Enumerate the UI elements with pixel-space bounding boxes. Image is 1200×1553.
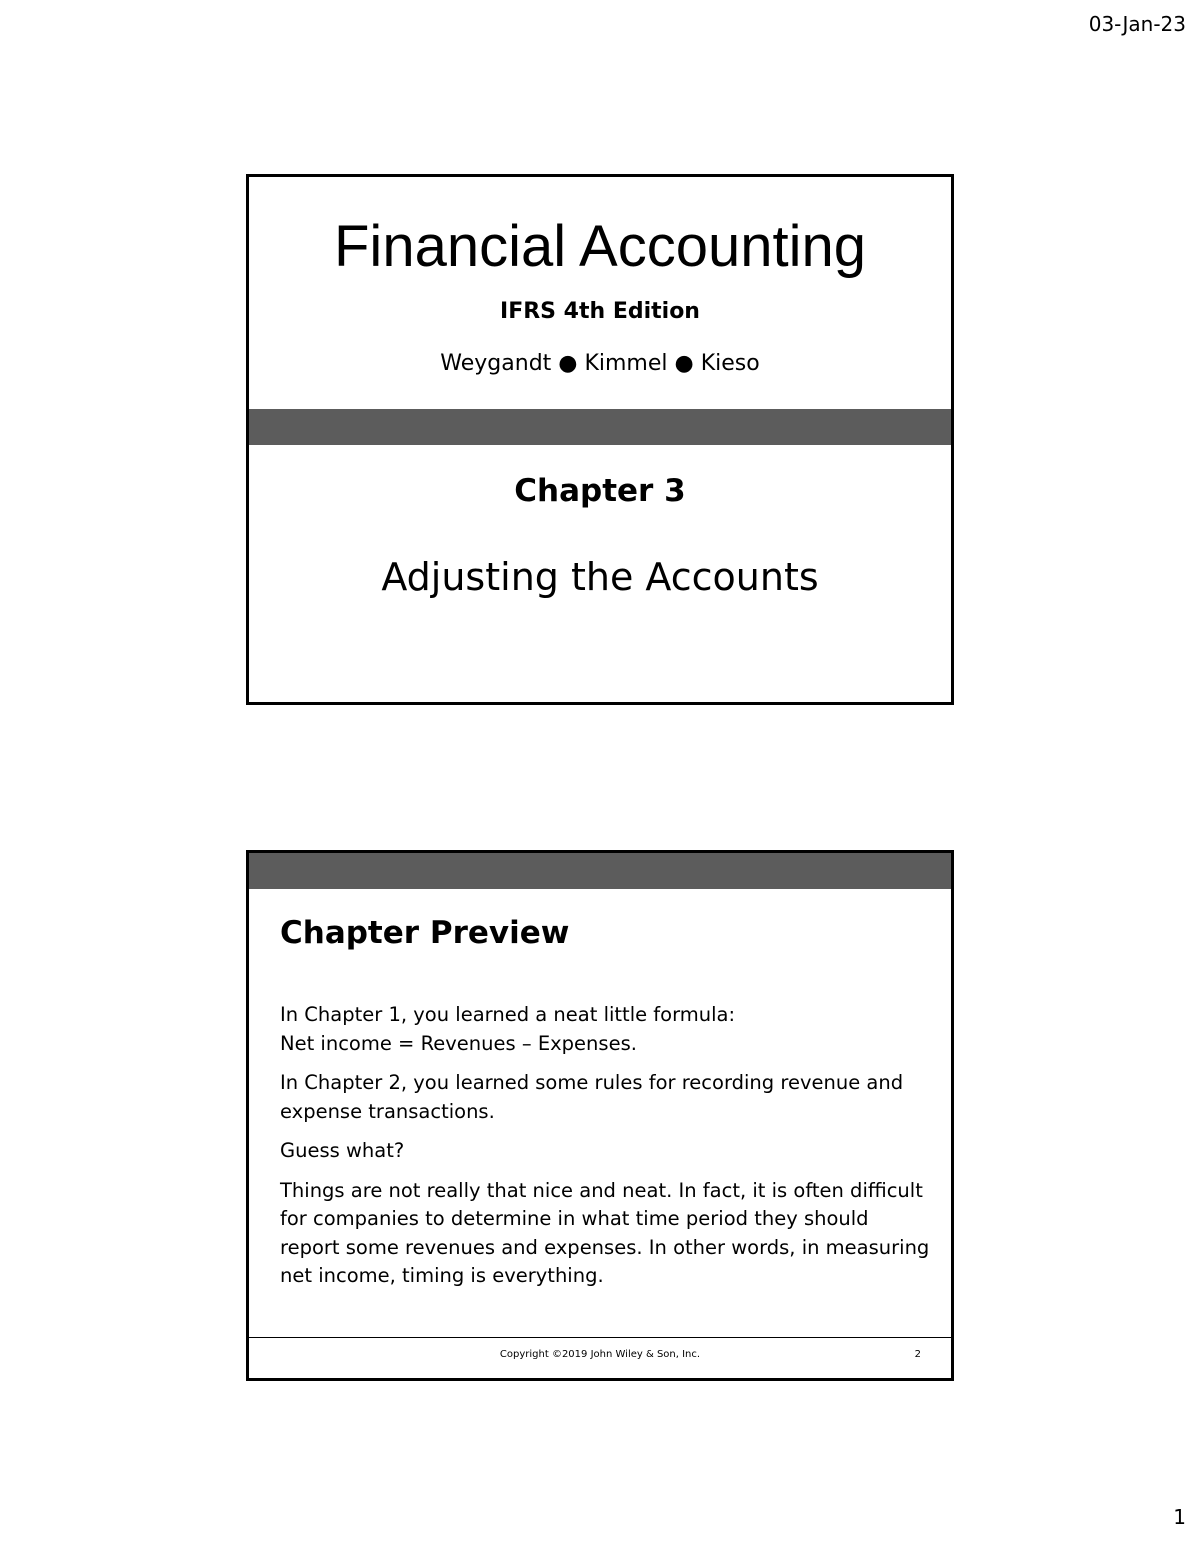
book-title: Financial Accounting	[334, 214, 866, 279]
slide-body	[280, 1001, 930, 1302]
paragraph-1	[280, 1001, 930, 1058]
paragraph-3: Guess what?	[280, 1139, 405, 1162]
page-number: 1	[1173, 1505, 1186, 1529]
slide-header-band	[249, 853, 951, 889]
chapter-number: Chapter 3	[514, 473, 686, 509]
slide-number: 2	[914, 1349, 921, 1360]
edition-label: IFRS 4th Edition	[500, 299, 700, 324]
authors-line: Weygandt ● Kimmel ● Kieso	[440, 351, 760, 376]
slide-heading: Chapter Preview	[280, 915, 570, 951]
preview-slide	[246, 850, 954, 1381]
paragraph-2: In Chapter 2, you learned some rules for recording revenue and expense transactions.	[280, 1071, 904, 1123]
chapter-title: Adjusting the Accounts	[381, 555, 819, 599]
title-slide	[246, 174, 954, 705]
copyright-notice: Copyright ©2019 John Wiley & Son, Inc.	[499, 1349, 701, 1360]
page-date: 03-Jan-23	[1088, 12, 1186, 36]
title-divider-band	[249, 409, 951, 445]
paragraph-1-line-2: Net income = Revenues – Expenses.	[280, 1031, 637, 1055]
footer-divider	[249, 1337, 951, 1338]
paragraph-4: Things are not really that nice and neat. In fact, it is often difficult for companies to determine in what time period they should report some revenues and expenses. In other words, in measuring net income, timing is everything.	[280, 1178, 930, 1287]
paragraph-1-line-1: In Chapter 1, you learned a neat little formula:	[280, 1003, 736, 1026]
